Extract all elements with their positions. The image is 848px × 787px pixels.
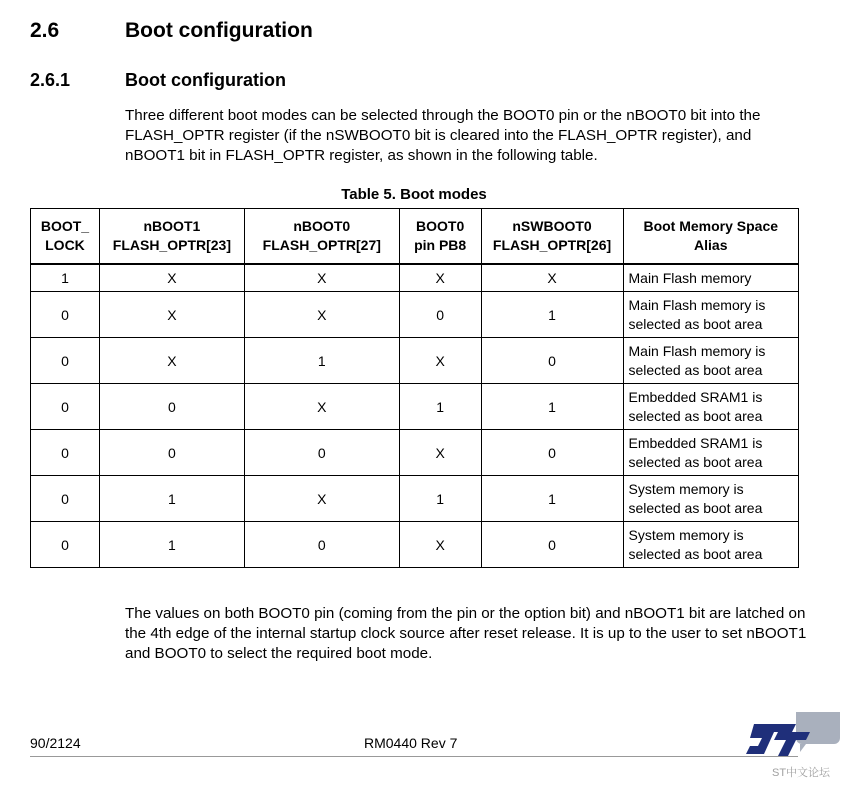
cell-nboot1: 1: [99, 476, 244, 522]
cell-nboot1: X: [99, 338, 244, 384]
cell-alias: Embedded SRAM1 is selected as boot area: [623, 384, 799, 430]
cell-nswboot0: 0: [481, 338, 623, 384]
cell-alias: System memory is selected as boot area: [623, 522, 799, 568]
table-row: [31, 264, 799, 292]
cell-nboot1: X: [99, 264, 244, 292]
cell-nboot1: 1: [99, 522, 244, 568]
cell-nboot1: X: [99, 292, 244, 338]
outro-paragraph: The values on both BOOT0 pin (coming from the pin or the option bit) and nBOOT1 bit are latched on the 4th edge of the internal startup clock source after reset release. It is up to the user to set nBOOT1 and BOOT0 to select the required boot mode.: [125, 605, 807, 662]
intro-paragraph: Three different boot modes can be selected through the BOOT0 pin or the nBOOT0 bit into the FLASH_OPTR register (if the nSWBOOT0 bit is cleared into the FLASH_OPTR register), and nBOOT1 bit in FLASH_OPTR register, as shown in the following table.: [125, 107, 761, 164]
cell-nboot0: 0: [244, 430, 399, 476]
footer-divider: [30, 756, 798, 757]
cell-boot-lock: 0: [31, 292, 100, 338]
document-reference: RM0440 Rev 7: [364, 735, 458, 751]
table-header-row: [31, 209, 799, 265]
st-logo-icon: [740, 712, 840, 764]
table-row: [31, 430, 799, 476]
table-row: [31, 292, 799, 338]
cell-boot0-pin: 1: [399, 476, 481, 522]
cell-boot-lock: 0: [31, 384, 100, 430]
header-boot-lock: BOOT_ LOCK: [31, 209, 100, 265]
cell-nswboot0: 1: [481, 476, 623, 522]
cell-boot0-pin: 0: [399, 292, 481, 338]
cell-boot0-pin: X: [399, 338, 481, 384]
subsection-title: Boot configuration: [125, 70, 286, 90]
cell-nboot1: 0: [99, 384, 244, 430]
cell-alias: System memory is selected as boot area: [623, 476, 799, 522]
cell-nswboot0: 0: [481, 430, 623, 476]
cell-nswboot0: 1: [481, 384, 623, 430]
section-title: Boot configuration: [125, 19, 313, 42]
section-number: 2.6: [30, 19, 60, 42]
watermark-text: ST中文论坛: [772, 767, 831, 779]
cell-nboot0: 1: [244, 338, 399, 384]
cell-boot-lock: 1: [31, 264, 100, 292]
cell-nboot0: X: [244, 384, 399, 430]
cell-nboot1: 0: [99, 430, 244, 476]
cell-alias: Main Flash memory is selected as boot area: [623, 292, 799, 338]
header-nboot1: nBOOT1 FLASH_OPTR[23]: [99, 209, 244, 265]
cell-boot-lock: 0: [31, 476, 100, 522]
page-number: 90/2124: [30, 735, 81, 751]
subsection-number: 2.6.1: [30, 70, 71, 90]
header-boot0-pin: BOOT0 pin PB8: [399, 209, 481, 265]
cell-alias: Main Flash memory is selected as boot area: [623, 338, 799, 384]
header-boot-memory-alias: Boot Memory Space Alias: [623, 209, 799, 265]
cell-boot-lock: 0: [31, 338, 100, 384]
cell-nswboot0: 0: [481, 522, 623, 568]
cell-nboot0: X: [244, 264, 399, 292]
cell-nboot0: 0: [244, 522, 399, 568]
cell-alias: Main Flash memory: [623, 264, 799, 292]
cell-boot-lock: 0: [31, 522, 100, 568]
table-row: [31, 522, 799, 568]
table-row: [31, 476, 799, 522]
cell-boot0-pin: 1: [399, 384, 481, 430]
cell-boot-lock: 0: [31, 430, 100, 476]
header-nswboot0: nSWBOOT0 FLASH_OPTR[26]: [481, 209, 623, 265]
cell-nswboot0: X: [481, 264, 623, 292]
cell-nboot0: X: [244, 476, 399, 522]
cell-boot0-pin: X: [399, 264, 481, 292]
boot-modes-table: [30, 208, 799, 568]
table-row: [31, 384, 799, 430]
cell-boot0-pin: X: [399, 430, 481, 476]
cell-nswboot0: 1: [481, 292, 623, 338]
table-row: [31, 338, 799, 384]
cell-nboot0: X: [244, 292, 399, 338]
cell-boot0-pin: X: [399, 522, 481, 568]
table-caption: Table 5. Boot modes: [341, 186, 487, 203]
header-nboot0: nBOOT0 FLASH_OPTR[27]: [244, 209, 399, 265]
cell-alias: Embedded SRAM1 is selected as boot area: [623, 430, 799, 476]
